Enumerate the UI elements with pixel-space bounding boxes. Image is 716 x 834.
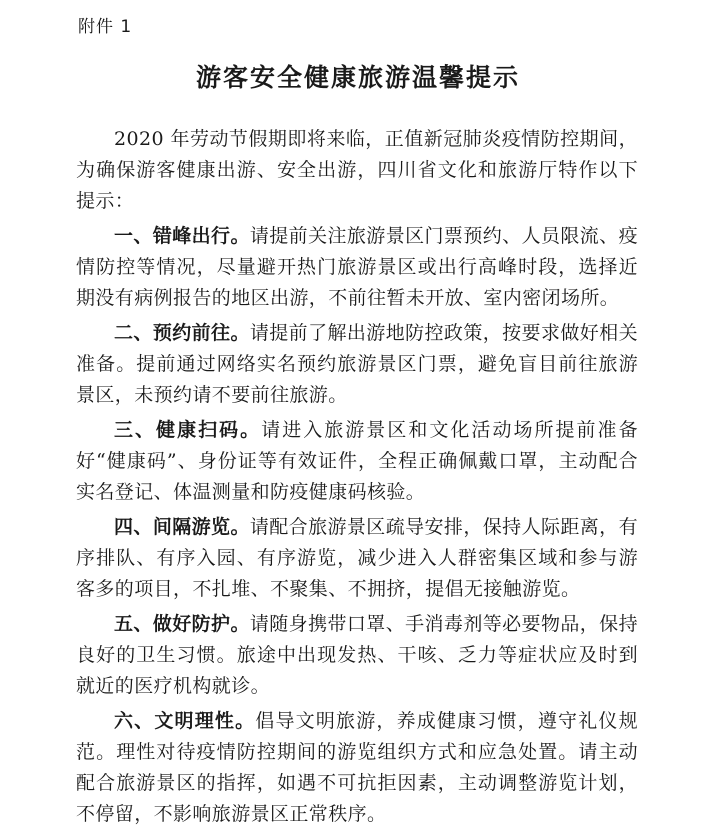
section-paragraph	[76, 221, 638, 314]
document-body	[76, 124, 638, 834]
section-paragraph	[76, 415, 638, 508]
section-text: 请随身携带口罩、手消毒剂等必要物品，保持良好的卫生习惯。旅途中出现发热、干咳、乏力等症状应及时到就近的医疗机构就诊。	[76, 613, 638, 697]
document-title: 游客安全健康旅游温馨提示	[195, 63, 520, 92]
section-paragraph	[76, 512, 638, 605]
section-paragraph	[76, 706, 638, 830]
section-heading: 四、间隔游览。	[114, 516, 250, 538]
section-paragraph	[76, 318, 638, 411]
intro-paragraph: 2020 年劳动节假期即将来临，正值新冠肺炎疫情防控期间，为确保游客健康出游、安全出游，四川省文化和旅游厅特作以下提示：	[76, 128, 638, 212]
section-heading: 五、做好防护。	[114, 613, 250, 635]
section-text: 请进入旅游景区和文化活动场所提前准备好“健康码”、身份证等有效证件，全程正确佩戴口罩，主动配合实名登记、体温测量和防疫健康码核验。	[76, 419, 638, 503]
section-paragraph	[76, 609, 638, 702]
section-text: 请配合旅游景区疏导安排，保持人际距离，有序排队、有序入园、有序游览，减少进入人群密集区域和参与游客多的项目，不扎堆、不聚集、不拥挤，提倡无接触游览。	[76, 516, 638, 600]
attachment-label: 附件 1	[78, 17, 133, 37]
section-heading: 六、文明理性。	[114, 710, 256, 732]
section-text: 倡导文明旅游，养成健康习惯，遵守礼仪规范。理性对待疫情防控期间的游览组织方式和应急处置。请主动配合旅游景区的指挥，如遇不可抗拒因素，主动调整游览计划，不停留，不影响旅游景区正常秩序。	[76, 710, 638, 825]
section-heading: 一、错峰出行。	[114, 225, 250, 247]
section-heading: 二、预约前往。	[114, 322, 250, 344]
section-heading: 三、健康扫码。	[114, 419, 262, 441]
section-text: 请提前关注旅游景区门票预约、人员限流、疫情防控等情况，尽量避开热门旅游景区或出行高峰时段，选择近期没有病例报告的地区出游，不前往暂未开放、室内密闭场所。	[76, 225, 638, 309]
section-text: 请提前了解出游地防控政策，按要求做好相关准备。提前通过网络实名预约旅游景区门票，避免盲目前往旅游景区，未预约请不要前往旅游。	[76, 322, 638, 406]
